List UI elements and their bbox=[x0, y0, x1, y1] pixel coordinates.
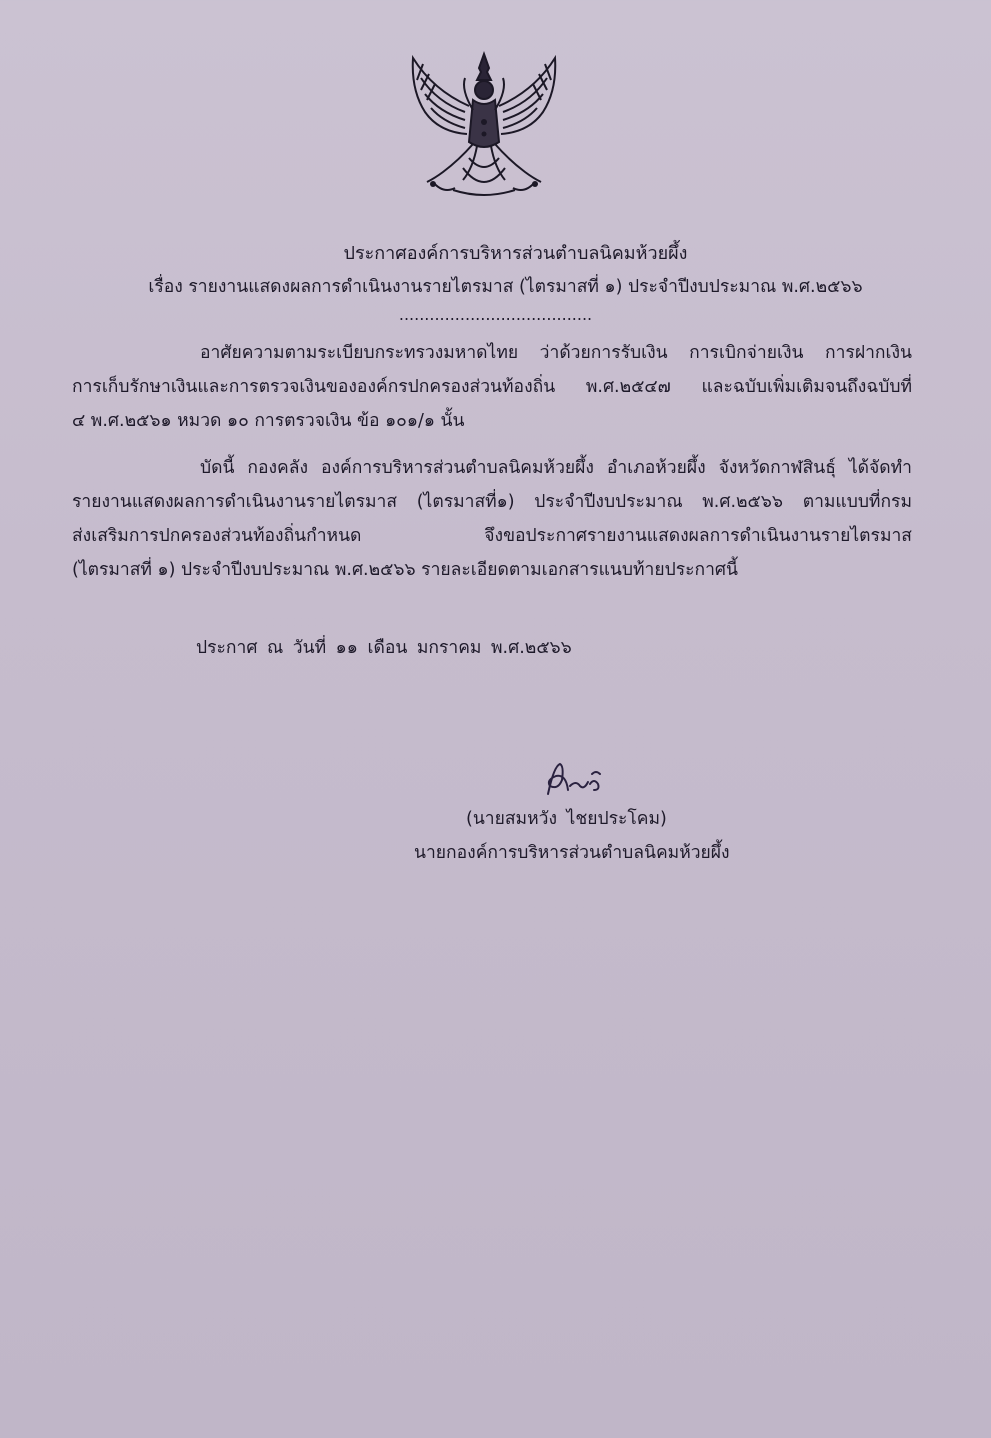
handwritten-signature bbox=[540, 760, 610, 800]
paragraph-line: รายงานแสดงผลการดำเนินงานรายไตรมาส (ไตรมาสที่๑) ประจำปีงบประมาณ พ.ศ.๒๕๖๖ ตามแบบที่กรม bbox=[72, 492, 912, 512]
paragraph-line: บัดนี้ กองคลัง องค์การบริหารส่วนตำบลนิคมห้วยผึ้ง อำเภอห้วยผึ้ง จังหวัดกาฬสินธุ์ ได้จัดทำ bbox=[200, 458, 912, 478]
announcement-subject: เรื่อง รายงานแสดงผลการดำเนินงานรายไตรมาส (ไตรมาสที่ ๑) ประจำปีงบประมาณ พ.ศ.๒๕๖๖ bbox=[148, 277, 863, 297]
paragraph-line: ๔ พ.ศ.๒๕๖๑ หมวด ๑๐ การตรวจเงิน ข้อ ๑๐๑/๑ นั้น bbox=[72, 411, 465, 431]
signatory-position: นายกองค์การบริหารส่วนตำบลนิคมห้วยผึ้ง bbox=[414, 843, 730, 863]
separator-dots: ...................................... bbox=[398, 305, 593, 324]
paragraph-line: การเก็บรักษาเงินและการตรวจเงินขององค์กรปกครองส่วนท้องถิ่น พ.ศ.๒๕๔๗ และฉบับเพิ่มเติมจนถึงฉบับที่ bbox=[72, 377, 912, 397]
paragraph-line: อาศัยความตามระเบียบกระทรวงมหาดไทย ว่าด้วยการรับเงิน การเบิกจ่ายเงิน การฝากเงิน bbox=[200, 343, 912, 363]
announcement-date: ประกาศ ณ วันที่ ๑๑ เดือน มกราคม พ.ศ.๒๕๖๖ bbox=[196, 638, 572, 658]
paragraph-line: ส่งเสริมการปกครองส่วนท้องถิ่นกำหนด จึงขอประกาศรายงานแสดงผลการดำเนินงานรายไตรมาส bbox=[72, 526, 912, 546]
signatory-name: (นายสมหวัง ไชยประโคม) bbox=[466, 809, 667, 829]
paragraph-regulation bbox=[72, 336, 912, 438]
announcement-title: ประกาศองค์การบริหารส่วนตำบลนิคมห้วยผึ้ง bbox=[343, 243, 688, 264]
paragraph-line: (ไตรมาสที่ ๑) ประจำปีงบประมาณ พ.ศ.๒๕๖๖ รายละเอียดตามเอกสารแนบท้ายประกาศนี้ bbox=[72, 560, 738, 580]
paragraph-report bbox=[72, 451, 912, 587]
garuda-emblem-icon bbox=[403, 50, 565, 202]
